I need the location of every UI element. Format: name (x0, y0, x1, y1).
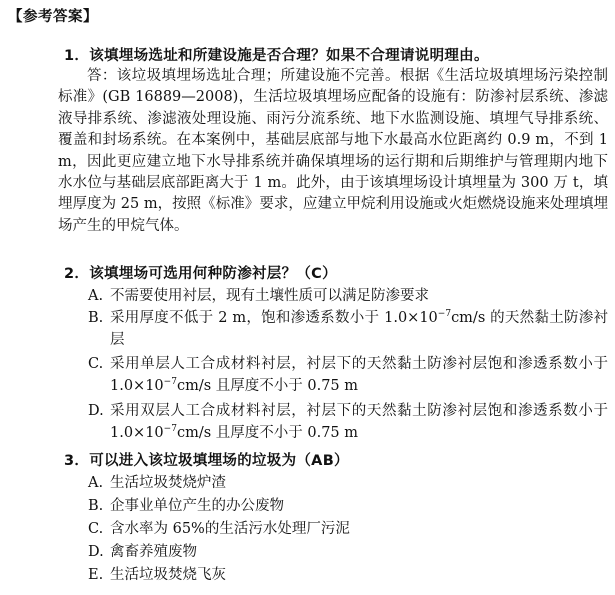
option-letter: B. (88, 310, 104, 326)
option-letter: D. (88, 403, 104, 419)
question-2: 2．该填埋场可选用何种防渗衬层？（C） (64, 266, 337, 282)
option-3a (88, 472, 608, 494)
option-3d (88, 541, 608, 563)
section-header: 【参考答案】 (8, 9, 98, 25)
option-text: 禽畜养殖废物 (110, 544, 197, 560)
answer-1: 答：该垃圾填埋场选址合理；所建设施不完善。根据《生活垃圾填埋场污染控制标准》(GB 16889—2008)，生活垃圾填埋场应配备的设施有：防渗衬层系统、渗滤液导排系统、渗滤液处理设施、雨污分流系统、地下水监测设施、填埋气导排系统、覆盖和封场系统。在本案例中，基础层底部与地下水最高水位距离约 0.9 m，不到 1 m，因此更应建立地下水导排系统并确保填埋场的运行期和后期维护与管理期内地下水水位与基础层底部距离大于 1 m。此外，由于该填埋场设计填埋量为 300 万 t，填埋厚度为 25 m，按照《标准》要求，应建立甲烷利用设施或火炬燃烧设施来处理填埋场产生的甲烷气体。 (58, 68, 608, 234)
option-letter: D. (88, 544, 104, 560)
option-text: 采用单层人工合成材料衬层，衬层下的天然黏土防渗衬层饱和渗透系数小于 $1.0\times 10^{-7}cm/s$ 且厚度不小于 0.75 m (110, 356, 608, 394)
option-3e (88, 564, 608, 586)
option-3b (88, 495, 608, 517)
option-3c (88, 518, 608, 540)
option-letter: A. (88, 475, 104, 491)
question-1: 1．该填埋场选址和所建设施是否合理？如果不合理请说明理由。 (64, 48, 489, 64)
option-2b (88, 307, 608, 351)
exponent: −7 (163, 424, 177, 435)
option-text: 企事业单位产生的办公废物 (110, 498, 284, 514)
exponent: −7 (437, 309, 452, 320)
option-text: 含水率为 65%的生活污水处理厂污泥 (110, 521, 350, 537)
option-letter: A. (88, 288, 104, 304)
option-letter: C. (88, 356, 104, 372)
option-text: 不需要使用衬层，现有土壤性质可以满足防渗要求 (110, 288, 429, 304)
option-text: 采用双层人工合成材料衬层，衬层下的天然黏土防渗衬层饱和渗透系数小于 $1.0\times 10^{-7}cm/s$ 且厚度不小于 0.75 m (110, 403, 608, 441)
option-2d (88, 400, 608, 444)
option-letter: E. (88, 567, 104, 583)
exponent: −7 (163, 377, 177, 388)
option-2a (88, 285, 608, 307)
option-letter: B. (88, 498, 104, 514)
option-letter: C. (88, 521, 104, 537)
option-text: 生活垃圾焚烧飞灰 (110, 567, 226, 583)
option-2c (88, 353, 608, 397)
question-3: 3．可以进入该垃圾填埋场的垃圾为（AB） (64, 453, 349, 469)
option-text: 生活垃圾焚烧炉渣 (110, 475, 226, 491)
option-text: 采用厚度不低于 2 m，饱和渗透系数小于 $1.0\times 10^{-7}cm/s$ 的天然黏土防渗衬层 (110, 309, 608, 348)
